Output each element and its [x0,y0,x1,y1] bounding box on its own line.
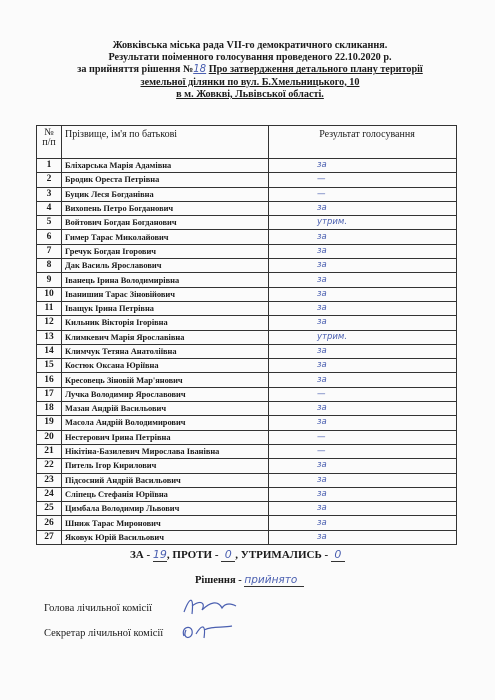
row-result: за [269,201,457,215]
row-num: 13 [37,330,62,344]
row-num: 27 [37,530,62,544]
table-body [37,159,457,545]
row-result: за [269,502,457,516]
table-row [37,287,457,301]
decision-result [195,574,304,587]
table-row [37,201,457,215]
table-row [37,444,457,458]
row-name: Лучка Володимир Ярославович [62,387,269,401]
chair-label: Голова лічильної комісії [44,603,153,614]
row-result: — [269,187,457,201]
row-num: 7 [37,244,62,258]
table-header-row [37,126,457,159]
row-name: Питель Ігор Кирилович [62,459,269,473]
row-num: 20 [37,430,62,444]
row-result: за [269,487,457,501]
table-row [37,301,457,315]
table-row [37,402,457,416]
row-result: за [269,473,457,487]
row-num: 21 [37,444,62,458]
za-value: 19 [152,548,167,561]
row-result: утрим. [269,216,457,230]
row-name: Цимбала Володимир Львович [62,502,269,516]
table-row [37,459,457,473]
row-result: за [269,516,457,530]
row-result: за [269,344,457,358]
decision-subject: Про затвердження детального плану території [208,64,423,76]
row-num: 8 [37,259,62,273]
row-num: 25 [37,502,62,516]
table-row [37,187,457,201]
document-header [60,40,440,101]
row-name: Дак Василь Ярославович [62,259,269,273]
row-num: 10 [37,287,62,301]
utrym-label: , УТРИМАЛИСЬ - [235,549,329,561]
row-name: Климчук Тетяна Анатоліївна [62,344,269,358]
row-result: — [269,387,457,401]
row-name: Іванишин Тарас Зіновійович [62,287,269,301]
decision-subject-line3: в м. Жовкві, Львівської області. [176,88,324,100]
row-name: Костюк Оксана Юріївна [62,359,269,373]
row-result: за [269,287,457,301]
decision-number: 18 [193,64,207,76]
row-result: — [269,444,457,458]
row-num: 2 [37,173,62,187]
row-num: 18 [37,402,62,416]
row-name: Нестерович Ірина Петрівна [62,430,269,444]
row-result: за [269,230,457,244]
row-num: 1 [37,159,62,173]
vote-results-title: Результати поіменного голосування проведеного 22.10.2020 р. [108,52,392,64]
row-name: Вихопень Петро Богданович [62,201,269,215]
proty-label: , ПРОТИ - [166,549,219,561]
secretary-label: Секретар лічильної комісії [44,628,164,639]
row-result: за [269,259,457,273]
row-num: 26 [37,516,62,530]
table-row [37,473,457,487]
row-num: 3 [37,187,62,201]
row-result: — [269,430,457,444]
row-name: Нікітіна-Базилевич Мирослава Іванівна [62,444,269,458]
col-name-header: Прізвище, ім'я по батькові [62,126,269,159]
row-name: Мазан Андрій Васильович [62,402,269,416]
secretary-signature-line [44,628,163,639]
row-result: за [269,159,457,173]
table-row [37,230,457,244]
row-name: Кресовець Зіновій Мар'янович [62,373,269,387]
row-name: Масола Андрій Володимирович [62,416,269,430]
row-name: Іванець Ірина Володимирівна [62,273,269,287]
row-result: за [269,359,457,373]
row-result: за [269,301,457,315]
row-name: Підсосний Андрій Васильович [62,473,269,487]
decision-subject-line2: земельної ділянки по вул. Б.Хмельницького, 10 [140,76,360,88]
table-row [37,516,457,530]
secretary-signature [178,620,238,644]
row-name: Яковук Юрій Васильович [62,530,269,544]
row-num: 5 [37,216,62,230]
row-name: Сліпець Стефанія Юріївна [62,487,269,501]
proty-value: 0 [221,548,235,562]
table-row [37,430,457,444]
row-num: 15 [37,359,62,373]
table-row [37,259,457,273]
row-num: 23 [37,473,62,487]
row-name: Іващук Ірина Петрівна [62,301,269,315]
table-row [37,416,457,430]
table-row [37,387,457,401]
row-num: 22 [37,459,62,473]
utrym-value: 0 [331,548,345,562]
decision-value: прийнято [244,574,304,587]
row-num: 17 [37,387,62,401]
table-row [37,216,457,230]
row-result: утрим. [269,330,457,344]
col-num-header: № п/п [37,126,62,159]
row-result: за [269,530,457,544]
row-num: 11 [37,301,62,315]
row-num: 9 [37,273,62,287]
decision-line [60,64,440,76]
row-result: за [269,244,457,258]
row-num: 16 [37,373,62,387]
row-result: — [269,173,457,187]
table-row [37,159,457,173]
row-name: Гимер Тарас Миколайович [62,230,269,244]
row-result: за [269,273,457,287]
row-num: 19 [37,416,62,430]
col-result-header: Результат голосування [269,126,457,159]
decision-label: Рішення - [195,575,242,586]
row-num: 12 [37,316,62,330]
table-row [37,330,457,344]
table-row [37,344,457,358]
row-result: за [269,459,457,473]
table-row [37,316,457,330]
row-result: за [269,402,457,416]
vote-table [36,125,457,545]
row-result: за [269,373,457,387]
table-row [37,173,457,187]
row-name: Климкевич Марія Ярославівна [62,330,269,344]
row-num: 6 [37,230,62,244]
row-num: 4 [37,201,62,215]
table-row [37,373,457,387]
row-name: Гречук Богдан Ігорович [62,244,269,258]
row-name: Буцик Леся Богданівна [62,187,269,201]
row-result: за [269,416,457,430]
table-row [37,359,457,373]
council-title: Жовківська міська рада VII-го демократичного скликання. [112,40,388,51]
chair-signature-line [44,603,152,614]
table-row [37,487,457,501]
row-num: 24 [37,487,62,501]
row-name: Кильник Вікторія Ігорівна [62,316,269,330]
table-row [37,502,457,516]
za-label: ЗА - [130,549,151,561]
decision-prefix: за прийняття рішення № [77,64,194,76]
table-row [37,530,457,544]
row-name: Бліхарська Марія Адамівна [62,159,269,173]
row-name: Войтович Богдан Богданович [62,216,269,230]
row-result: за [269,316,457,330]
row-num: 14 [37,344,62,358]
vote-totals [130,548,345,562]
table-row [37,244,457,258]
row-name: Бродик Ореста Петрівна [62,173,269,187]
row-name: Шниж Тарас Миронович [62,516,269,530]
table-row [37,273,457,287]
chair-signature [180,594,240,620]
